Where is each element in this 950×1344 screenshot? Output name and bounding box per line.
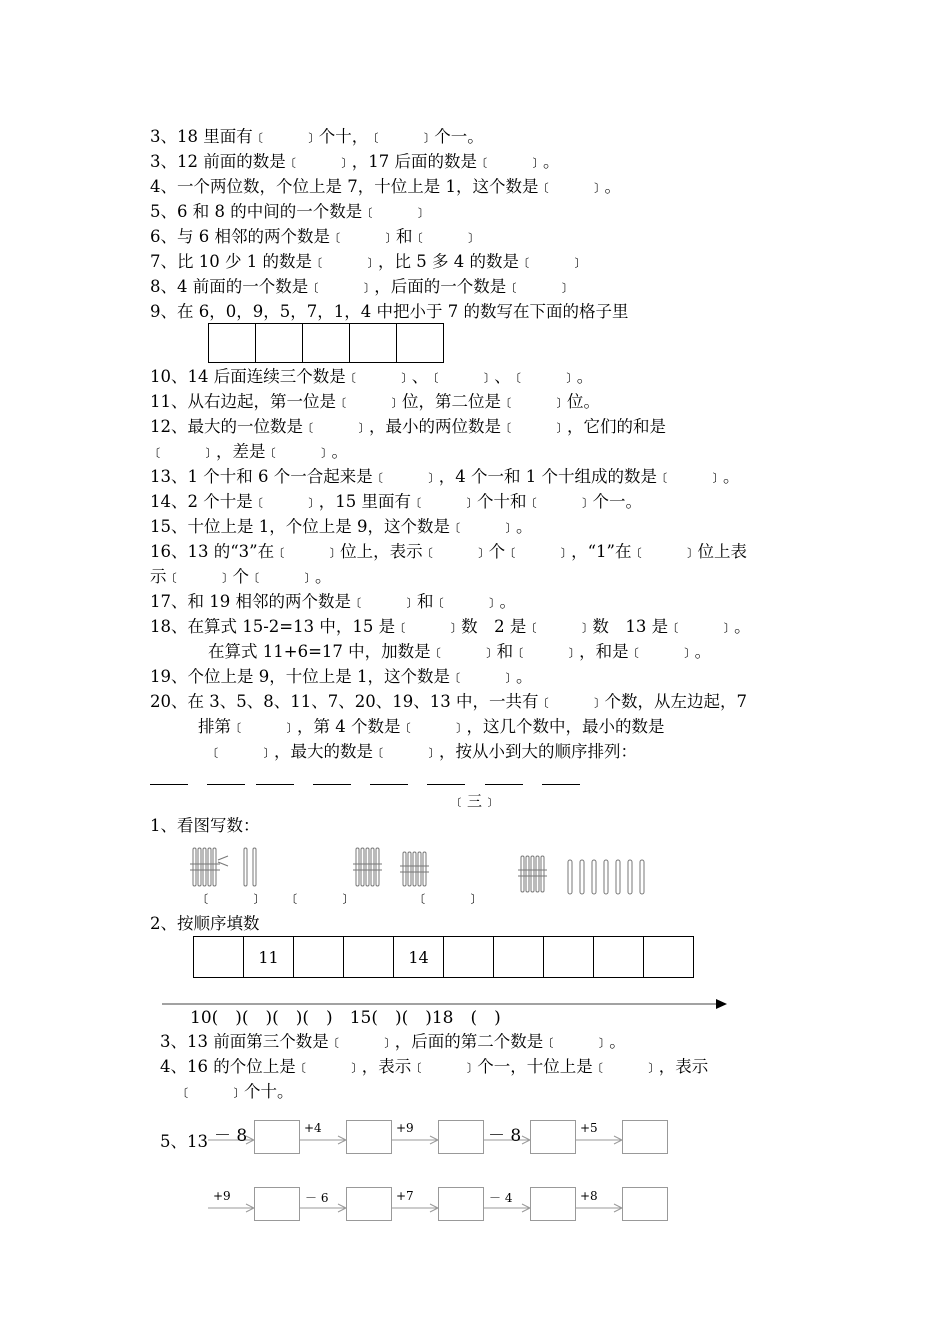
chain-operator: +7 <box>396 1189 414 1203</box>
grid-cell[interactable]: 11 <box>244 937 294 978</box>
loose-stick-icon <box>568 860 644 894</box>
question-line: 11、从右边起，第一位是﹝ ﹞位，第二位是﹝ ﹞位。 <box>150 392 600 411</box>
question-line: 5、6 和 8 的中间的一个数是﹝ ﹞ <box>150 202 429 221</box>
question-line: 14、2 个十是﹝ ﹞，15 里面有﹝ ﹞个十和﹝ ﹞个一。 <box>150 492 642 511</box>
chain-operator: － 4 <box>489 1191 513 1205</box>
question-line: 4、16 的个位上是﹝ ﹞，表示﹝ ﹞个一，十位上是﹝ ﹞，表示 <box>160 1057 709 1076</box>
question-line: 在算式 11+6=17 中，加数是﹝ ﹞和﹝ ﹞，和是﹝ ﹞。 <box>208 642 712 661</box>
section-title: ﹝三﹞ <box>452 792 498 810</box>
chain-operator: － 8 <box>214 1126 248 1146</box>
chain-answer-box[interactable] <box>346 1187 392 1221</box>
question-line: ﹝ ﹞，差是﹝ ﹞。 <box>150 442 348 461</box>
question-line: 9、在 6，0，9，5，7，1，4 中把小于 7 的数写在下面的格子里 <box>150 302 629 321</box>
chain-answer-box[interactable] <box>530 1187 576 1221</box>
answer-blank: ﹝ ﹞ <box>287 888 353 907</box>
question-label: 5、13 <box>160 1132 208 1151</box>
question-line: 20、在 3、5、8、11、7、20、19、13 中，一共有﹝ ﹞个数，从左边起，7 <box>150 692 747 711</box>
grid-cell[interactable] <box>194 937 244 978</box>
question-line: 3、18 里面有﹝ ﹞个十，﹝ ﹞个一。 <box>150 127 484 146</box>
question-line: 7、比 10 少 1 的数是﹝ ﹞，比 5 多 4 的数是﹝ ﹞ <box>150 252 585 271</box>
question-line: 13、1 个十和 6 个一合起来是﹝ ﹞，4 个一和 1 个十组成的数是﹝ ﹞。 <box>150 467 740 486</box>
chain-answer-box[interactable] <box>346 1120 392 1154</box>
stick-bundle-icon <box>190 848 228 886</box>
question-line: 10、14 后面连续三个数是﹝ ﹞、﹝ ﹞、﹝ ﹞。 <box>150 367 594 386</box>
grid-cell[interactable] <box>644 937 694 978</box>
chain-answer-box[interactable] <box>254 1187 300 1221</box>
chain-operator: － 6 <box>305 1191 329 1205</box>
question-line: 16、13 的“3”在﹝ ﹞位上，表示﹝ ﹞个﹝ ﹞，“1”在﹝ ﹞位上表 <box>150 542 747 561</box>
question-line: 2、按顺序填数 <box>150 914 260 933</box>
question-line: 8、4 前面的一个数是﹝ ﹞，后面的一个数是﹝ ﹞ <box>150 277 573 296</box>
chain-answer-box[interactable] <box>438 1187 484 1221</box>
question-line: 示﹝ ﹞个﹝ ﹞。 <box>150 567 332 586</box>
question-line: 3、12 前面的数是﹝ ﹞，17 后面的数是﹝ ﹞。 <box>150 152 560 171</box>
number-sequence-grid <box>193 936 694 978</box>
chain-operator: +4 <box>304 1121 322 1135</box>
chain-answer-box[interactable] <box>254 1120 300 1154</box>
question-line: ﹝ ﹞，最大的数是﹝ ﹞，按从小到大的顺序排列： <box>208 742 637 761</box>
question-line: 18、在算式 15-2=13 中，15 是﹝ ﹞数 2 是﹝ ﹞数 13 是﹝ ﹞。 <box>150 617 751 636</box>
question-line: 4、一个两位数，个位上是 7，十位上是 1，这个数是﹝ ﹞。 <box>150 177 621 196</box>
chain-operator: +8 <box>580 1189 598 1203</box>
answer-blank: ﹝ ﹞ <box>198 888 264 907</box>
stick-bundle-icon <box>400 852 429 886</box>
grid-cell[interactable] <box>594 937 644 978</box>
chain-operator: － 8 <box>488 1126 522 1146</box>
number-line-labels: 10( )( )( )( ) 15( )( )18 ( ) <box>190 1008 501 1028</box>
question-line: 排第﹝ ﹞，第 4 个数是﹝ ﹞，这几个数中，最小的数是 <box>198 717 665 736</box>
question-line: 17、和 19 相邻的两个数是﹝ ﹞和﹝ ﹞。 <box>150 592 516 611</box>
grid-cell[interactable]: 14 <box>394 937 444 978</box>
answer-blank: ﹝ ﹞ <box>415 888 481 907</box>
chain-answer-box[interactable] <box>622 1187 668 1221</box>
chain-answer-box[interactable] <box>438 1120 484 1154</box>
chain-operator: +9 <box>396 1121 414 1135</box>
stick-bundle-icon <box>353 848 382 886</box>
question-line: 3、13 前面第三个数是﹝ ﹞，后面的第二个数是﹝ ﹞。 <box>160 1032 626 1051</box>
chain-operator: +9 <box>213 1189 231 1203</box>
question-line: 6、与 6 相邻的两个数是﹝ ﹞和﹝ ﹞ <box>150 227 479 246</box>
loose-stick-icon <box>244 848 256 886</box>
question-line: ﹝ ﹞个十。 <box>178 1082 294 1101</box>
question-line: 15、十位上是 1，个位上是 9，这个数是﹝ ﹞。 <box>150 517 533 536</box>
grid-cell[interactable] <box>494 937 544 978</box>
chain-operator: +5 <box>580 1121 598 1135</box>
question-line: 12、最大的一位数是﹝ ﹞，最小的两位数是﹝ ﹞，它们的和是 <box>150 417 666 436</box>
grid-cell[interactable] <box>344 937 394 978</box>
grid-cell[interactable] <box>544 937 594 978</box>
question-line: 19、个位上是 9，十位上是 1，这个数是﹝ ﹞。 <box>150 667 533 686</box>
chain-answer-box[interactable] <box>530 1120 576 1154</box>
chain-answer-box[interactable] <box>622 1120 668 1154</box>
grid-cell[interactable] <box>444 937 494 978</box>
question-line: 1、看图写数： <box>150 816 260 835</box>
grid-cell[interactable] <box>294 937 344 978</box>
stick-bundle-icon <box>518 856 547 892</box>
